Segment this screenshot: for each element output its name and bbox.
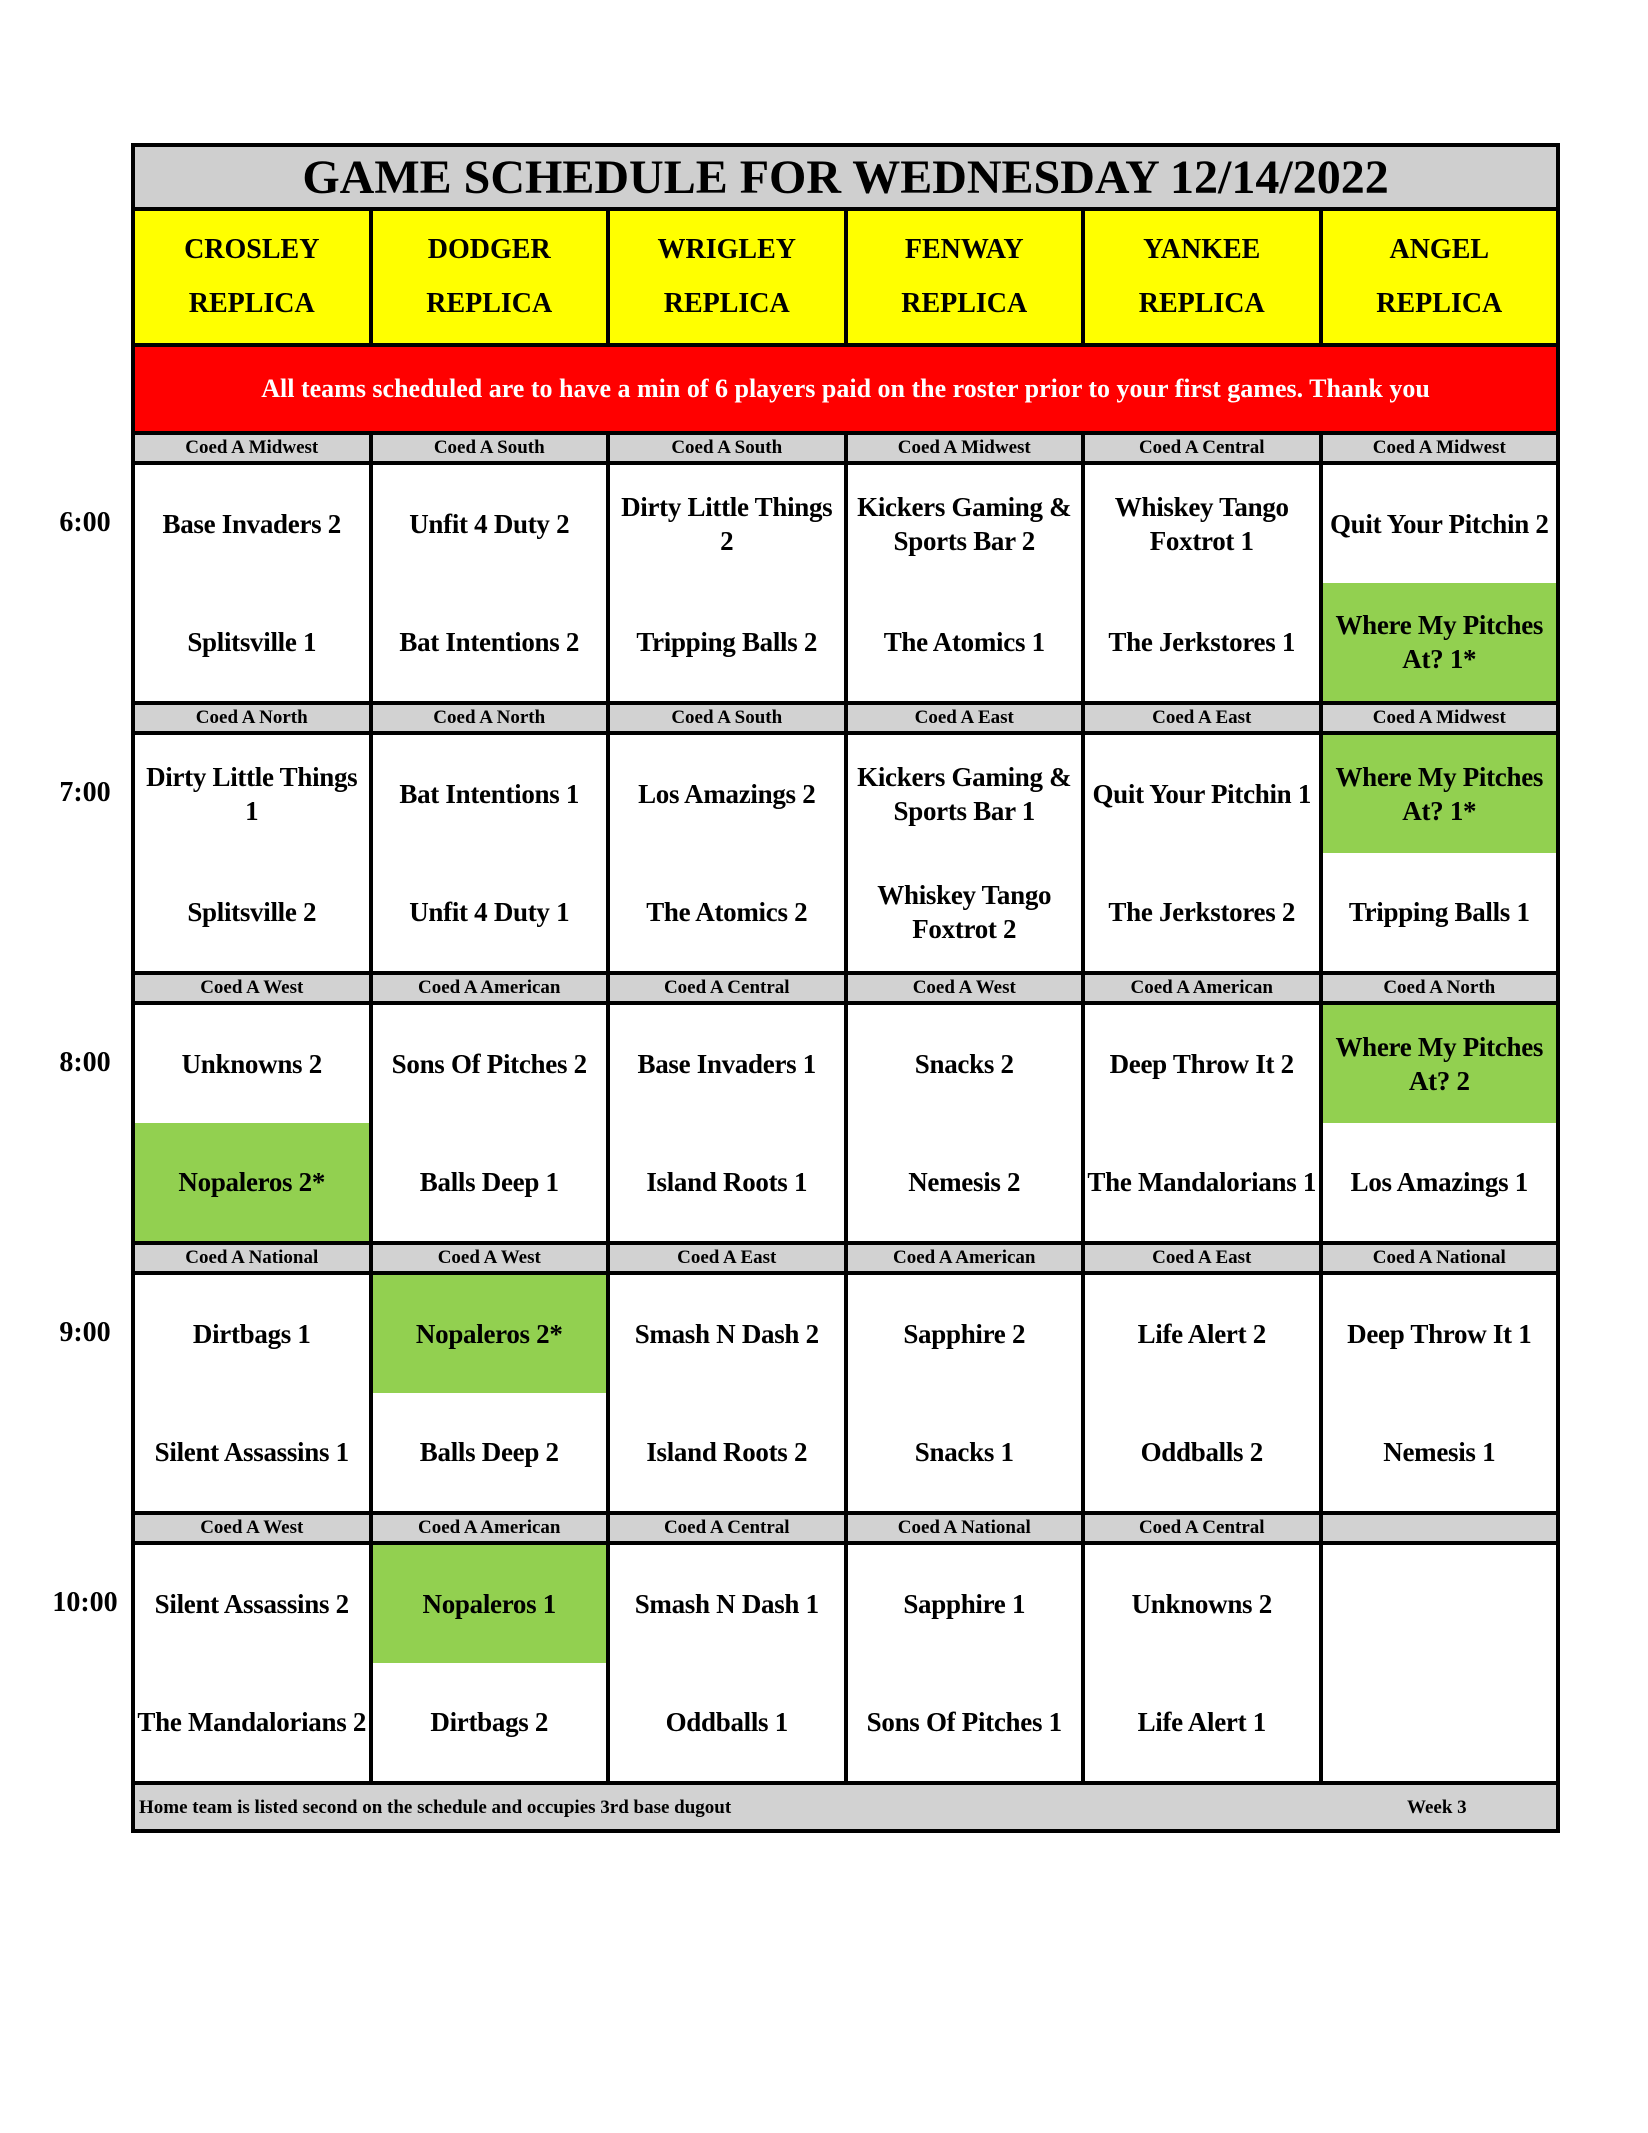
home-team: Los Amazings 1 xyxy=(1321,1123,1559,1243)
away-team-row xyxy=(133,1543,1558,1663)
division-label: Coed A North xyxy=(1321,973,1559,1003)
home-team: Tripping Balls 1 xyxy=(1321,853,1559,973)
division-label: Coed A Central xyxy=(1083,433,1321,463)
away-team-row xyxy=(133,1003,1558,1123)
division-label: Coed A American xyxy=(371,1513,609,1543)
away-team: Sapphire 1 xyxy=(846,1543,1084,1663)
schedule-sheet xyxy=(131,143,1556,1833)
division-label: Coed A East xyxy=(1083,703,1321,733)
away-team: Sons Of Pitches 2 xyxy=(371,1003,609,1123)
venue-header xyxy=(1321,209,1559,345)
home-team: The Mandalorians 1 xyxy=(1083,1123,1321,1243)
week-label: Week 3 xyxy=(1407,1797,1467,1818)
home-team: Oddballs 1 xyxy=(608,1663,846,1783)
division-row xyxy=(133,973,1558,1003)
home-team: The Mandalorians 2 xyxy=(133,1663,371,1783)
roster-notice: All teams scheduled are to have a min of 6 players paid on the roster prior to your first games. Thank you xyxy=(133,345,1558,433)
home-team: Whiskey Tango Foxtrot 2 xyxy=(846,853,1084,973)
venue-header xyxy=(371,209,609,345)
home-team: Nemesis 1 xyxy=(1321,1393,1559,1513)
time-slot-label: 8:00 xyxy=(59,1047,111,1078)
away-team-row xyxy=(133,1273,1558,1393)
away-team: Unknowns 2 xyxy=(133,1003,371,1123)
venue-header xyxy=(133,209,371,345)
home-team: Balls Deep 1 xyxy=(371,1123,609,1243)
venue-subtitle: REPLICA xyxy=(1376,288,1503,319)
home-team: Oddballs 2 xyxy=(1083,1393,1321,1513)
time-slot-label: 10:00 xyxy=(52,1587,118,1618)
venue-header xyxy=(608,209,846,345)
home-team-note: Home team is listed second on the schedule and occupies 3rd base dugout xyxy=(139,1797,732,1818)
time-slot-label: 7:00 xyxy=(59,777,111,808)
division-label: Coed A American xyxy=(1083,973,1321,1003)
division-label: Coed A South xyxy=(371,433,609,463)
home-team: The Atomics 2 xyxy=(608,853,846,973)
away-team: Dirtbags 1 xyxy=(133,1273,371,1393)
division-row xyxy=(133,703,1558,733)
away-team: Where My Pitches At? 2 xyxy=(1321,1003,1559,1123)
home-team-row xyxy=(133,583,1558,703)
home-team: The Jerkstores 2 xyxy=(1083,853,1321,973)
home-team: Splitsville 1 xyxy=(133,583,371,703)
division-label: Coed A American xyxy=(846,1243,1084,1273)
division-label: Coed A East xyxy=(846,703,1084,733)
division-label xyxy=(1321,1513,1559,1543)
away-team: Los Amazings 2 xyxy=(608,733,846,853)
home-team: Island Roots 2 xyxy=(608,1393,846,1513)
home-team: Unfit 4 Duty 1 xyxy=(371,853,609,973)
home-team: Sons Of Pitches 1 xyxy=(846,1663,1084,1783)
division-label: Coed A South xyxy=(608,433,846,463)
away-team: Smash N Dash 2 xyxy=(608,1273,846,1393)
away-team: Base Invaders 1 xyxy=(608,1003,846,1123)
division-label: Coed A West xyxy=(371,1243,609,1273)
division-label: Coed A West xyxy=(133,1513,371,1543)
home-team: Bat Intentions 2 xyxy=(371,583,609,703)
away-team: Snacks 2 xyxy=(846,1003,1084,1123)
home-team: Life Alert 1 xyxy=(1083,1663,1321,1783)
away-team: Base Invaders 2 xyxy=(133,463,371,583)
home-team: Nemesis 2 xyxy=(846,1123,1084,1243)
division-label: Coed A Central xyxy=(608,1513,846,1543)
away-team-row xyxy=(133,463,1558,583)
away-team: Deep Throw It 1 xyxy=(1321,1273,1559,1393)
home-team: Splitsville 2 xyxy=(133,853,371,973)
home-team: Nopaleros 2* xyxy=(133,1123,371,1243)
page-title: GAME SCHEDULE FOR WEDNESDAY 12/14/2022 xyxy=(133,145,1558,209)
division-label: Coed A American xyxy=(371,973,609,1003)
venue-subtitle: REPLICA xyxy=(663,288,790,319)
away-team: Nopaleros 1 xyxy=(371,1543,609,1663)
home-team: The Atomics 1 xyxy=(846,583,1084,703)
home-team: Island Roots 1 xyxy=(608,1123,846,1243)
division-label: Coed A North xyxy=(371,703,609,733)
home-team: Silent Assassins 1 xyxy=(133,1393,371,1513)
away-team: Quit Your Pitchin 2 xyxy=(1321,463,1559,583)
venue-name: YANKEE xyxy=(1143,234,1261,265)
division-label: Coed A Midwest xyxy=(846,433,1084,463)
home-team-row xyxy=(133,1393,1558,1513)
home-team: The Jerkstores 1 xyxy=(1083,583,1321,703)
venue-name: CROSLEY xyxy=(184,234,320,265)
venue-subtitle: REPLICA xyxy=(1138,288,1265,319)
away-team: Kickers Gaming & Sports Bar 1 xyxy=(846,733,1084,853)
venue-name: FENWAY xyxy=(904,234,1024,265)
away-team: Smash N Dash 1 xyxy=(608,1543,846,1663)
division-label: Coed A National xyxy=(846,1513,1084,1543)
division-label: Coed A National xyxy=(1321,1243,1559,1273)
division-label: Coed A Central xyxy=(608,973,846,1003)
venue-subtitle: REPLICA xyxy=(901,288,1028,319)
home-team xyxy=(1321,1663,1559,1783)
away-team: Unknowns 2 xyxy=(1083,1543,1321,1663)
venue-name: ANGEL xyxy=(1389,234,1490,265)
division-row xyxy=(133,1513,1558,1543)
away-team: Sapphire 2 xyxy=(846,1273,1084,1393)
footer-bar xyxy=(133,1783,1558,1831)
division-label: Coed A West xyxy=(846,973,1084,1003)
division-label: Coed A South xyxy=(608,703,846,733)
division-label: Coed A Central xyxy=(1083,1513,1321,1543)
home-team-row xyxy=(133,1663,1558,1783)
division-label: Coed A Midwest xyxy=(133,433,371,463)
away-team: Dirty Little Things 1 xyxy=(133,733,371,853)
division-label: Coed A East xyxy=(1083,1243,1321,1273)
venue-header xyxy=(1083,209,1321,345)
venue-subtitle: REPLICA xyxy=(188,288,315,319)
home-team-row xyxy=(133,853,1558,973)
away-team: Nopaleros 2* xyxy=(371,1273,609,1393)
away-team: Deep Throw It 2 xyxy=(1083,1003,1321,1123)
division-row xyxy=(133,1243,1558,1273)
away-team: Bat Intentions 1 xyxy=(371,733,609,853)
division-row xyxy=(133,433,1558,463)
away-team: Quit Your Pitchin 1 xyxy=(1083,733,1321,853)
away-team: Unfit 4 Duty 2 xyxy=(371,463,609,583)
time-slot-label: 6:00 xyxy=(59,507,111,538)
away-team: Dirty Little Things 2 xyxy=(608,463,846,583)
division-label: Coed A Midwest xyxy=(1321,433,1559,463)
venue-name: DODGER xyxy=(427,234,551,265)
division-label: Coed A North xyxy=(133,703,371,733)
away-team: Silent Assassins 2 xyxy=(133,1543,371,1663)
away-team: Whiskey Tango Foxtrot 1 xyxy=(1083,463,1321,583)
away-team: Where My Pitches At? 1* xyxy=(1321,733,1559,853)
venue-header xyxy=(846,209,1084,345)
division-label: Coed A East xyxy=(608,1243,846,1273)
home-team: Snacks 1 xyxy=(846,1393,1084,1513)
away-team xyxy=(1321,1543,1559,1663)
home-team: Dirtbags 2 xyxy=(371,1663,609,1783)
division-label: Coed A West xyxy=(133,973,371,1003)
away-team: Kickers Gaming & Sports Bar 2 xyxy=(846,463,1084,583)
home-team: Where My Pitches At? 1* xyxy=(1321,583,1559,703)
division-label: Coed A Midwest xyxy=(1321,703,1559,733)
home-team-row xyxy=(133,1123,1558,1243)
away-team: Life Alert 2 xyxy=(1083,1273,1321,1393)
division-label: Coed A National xyxy=(133,1243,371,1273)
venue-subtitle: REPLICA xyxy=(426,288,553,319)
time-slot-label: 9:00 xyxy=(59,1317,111,1348)
away-team-row xyxy=(133,733,1558,853)
venue-name: WRIGLEY xyxy=(657,234,796,265)
home-team: Tripping Balls 2 xyxy=(608,583,846,703)
home-team: Balls Deep 2 xyxy=(371,1393,609,1513)
